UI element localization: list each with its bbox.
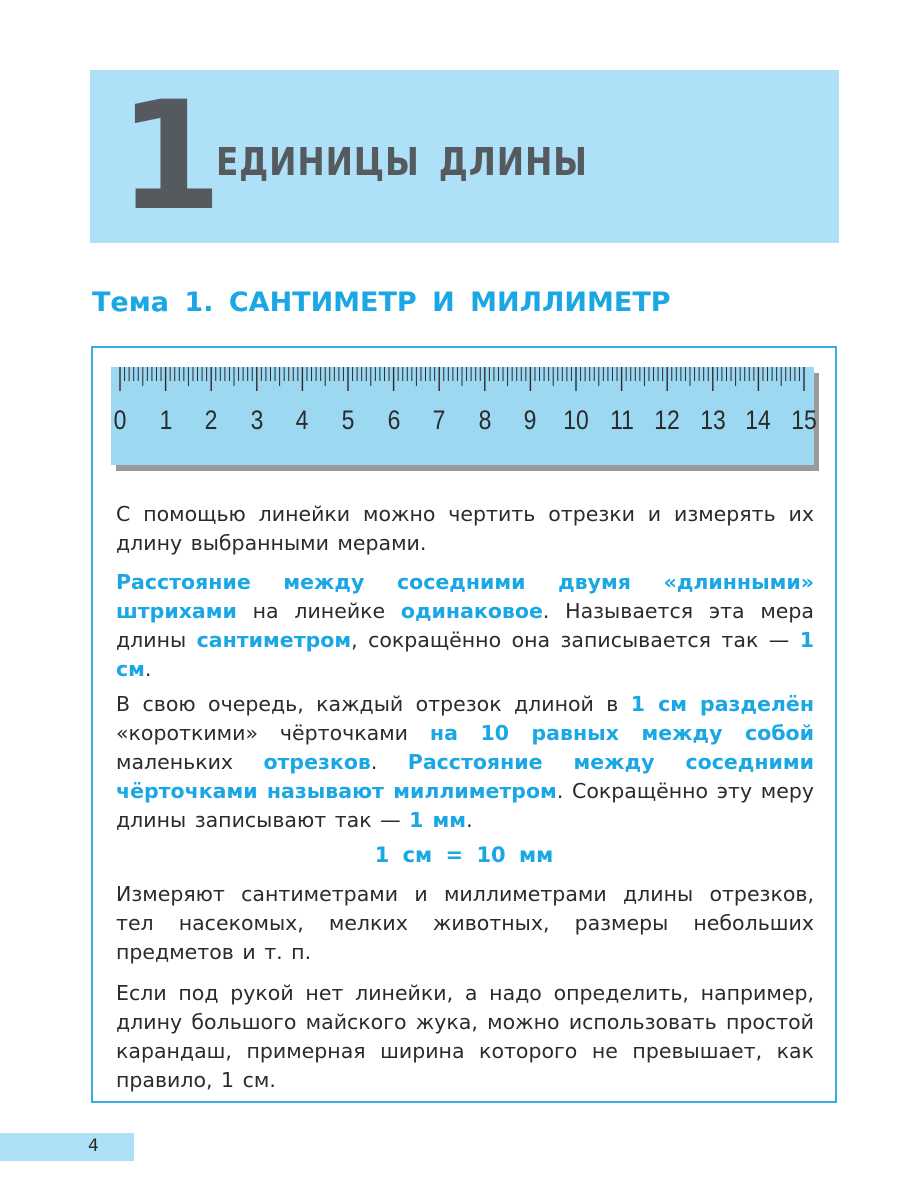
- ruler-label: 15: [791, 405, 817, 435]
- formula-cm-mm: 1 см = 10 мм: [374, 843, 554, 867]
- paragraph-text: .: [370, 750, 408, 774]
- highlight-term: отрезков: [263, 750, 371, 774]
- paragraph-text: на линейке: [236, 599, 401, 623]
- page-number: 4: [88, 1136, 99, 1156]
- paragraph-text: В свою очередь, каждый отрезок длиной в: [116, 692, 631, 716]
- paragraph-text: . Сокращённо эту меру длины записывают так —: [116, 779, 815, 832]
- paragraph-text: «короткими» чёрточками: [116, 721, 430, 745]
- ruler-label: 12: [654, 405, 680, 435]
- chapter-title: ЕДИНИЦЫ ДЛИНЫ: [216, 140, 588, 184]
- ruler-label: 0: [113, 405, 127, 435]
- ruler-label: 14: [745, 405, 772, 435]
- ruler-label: 13: [700, 405, 726, 435]
- topic-title: Тема 1. САНТИМЕТР И МИЛЛИМЕТР: [92, 287, 671, 318]
- paragraph-text: , сокращённо она записывается так —: [351, 628, 800, 652]
- page-number-tab: [0, 1133, 134, 1161]
- ruler-illustration: [111, 367, 817, 465]
- ruler-label: 2: [204, 405, 218, 435]
- highlight-term: одинаковое: [400, 599, 543, 623]
- ruler-label: 11: [609, 405, 634, 435]
- ruler-label: 10: [563, 405, 589, 435]
- paragraph-text: маленьких: [116, 750, 264, 774]
- paragraph-text: . Называется эта мера длины: [116, 599, 814, 652]
- highlight-term: на 10 равных между собой: [429, 721, 814, 745]
- paragraph-millimeter: [116, 690, 814, 835]
- paragraph-text: .: [466, 808, 473, 832]
- ruler-label: 5: [341, 405, 355, 435]
- ruler-label: 1: [159, 405, 172, 435]
- ruler-label: 8: [478, 405, 492, 435]
- ruler-label: 7: [432, 405, 446, 435]
- paragraph-usage: Измеряют сантиметрами и миллиметрами длины отрезков, тел насекомых, мелких животных, размеры небольших предметов и т. п.: [116, 882, 814, 964]
- chapter-number: 1: [118, 70, 219, 244]
- highlight-term: 1 мм: [409, 808, 467, 832]
- paragraph-centimeter: [116, 568, 814, 684]
- ruler-label: 6: [387, 405, 400, 435]
- ruler-label: 4: [296, 405, 309, 435]
- paragraph-intro: С помощью линейки можно чертить отрезки и измерять их длину выбранными мерами.: [116, 502, 814, 555]
- paragraph-text: .: [144, 657, 152, 681]
- ruler-label: 9: [524, 405, 537, 435]
- paragraph-pencil: Если под рукой нет линейки, а надо определить, например, длину большого майского жука, можно использовать простой карандаш, примерная ширина которого не превышает, как правило, 1 см.: [116, 981, 814, 1092]
- highlight-term: Расстояние между соседними чёрточками называют миллиметром: [116, 750, 814, 803]
- highlight-term: 1 см разделён: [630, 692, 814, 716]
- highlight-term: 1 см: [116, 628, 814, 681]
- highlight-term: Расстояние между соседними двумя «длинными» штрихами: [116, 570, 814, 623]
- highlight-term: сантиметром: [196, 628, 352, 652]
- ruler-label: 3: [250, 405, 264, 435]
